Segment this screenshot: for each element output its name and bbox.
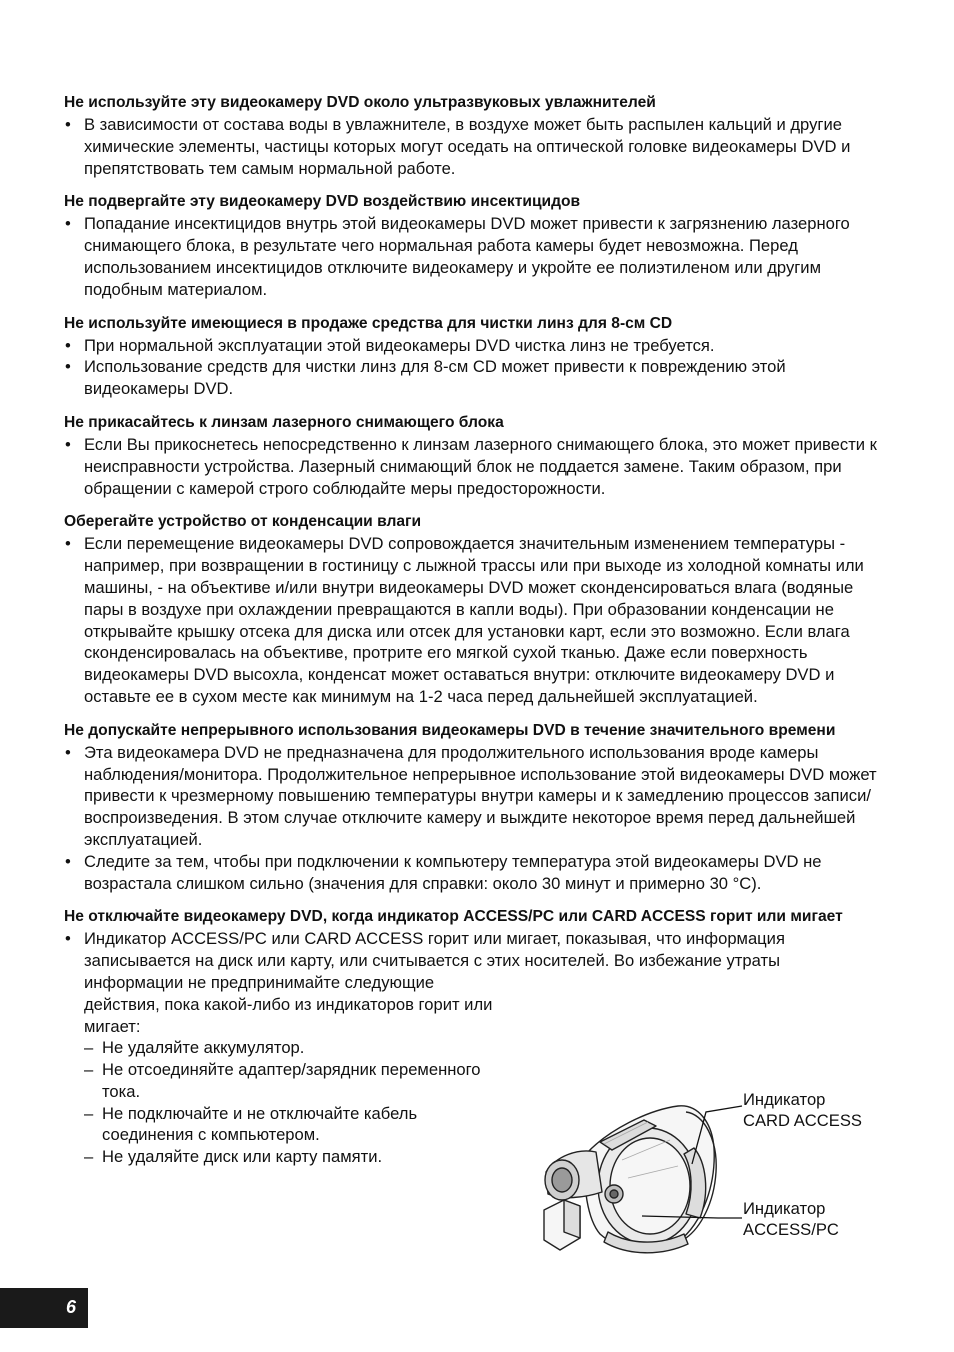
bullet-continuation [64, 972, 504, 1168]
section-continuous-use [64, 720, 890, 895]
card-access-label [743, 1089, 862, 1131]
bullet-item: • Эта видеокамера DVD не предназначена для продолжительного использования вроде камеры наблюдения/монитора. Продолжительное непрерывное использование этой видеокамеры DVD может привести к чрезмерному повышению температуры внутри камеры и к замедлению процессов записи/воспроизведения. В этом случае отключите камеру и выждите некоторое время перед дальнейшей эксплуатацией. [64, 742, 890, 851]
document-body [64, 92, 890, 1180]
dash-item: – Не удаляйте аккумулятор. [64, 1037, 504, 1059]
access-pc-label-line1: Индикатор [743, 1199, 826, 1218]
bullet-item: • Если Вы прикоснетесь непосредственно к линзам лазерного снимающего блока, это может привести к неисправности устройства. Лазерный снимающий блок не поддается замене. Таким образом, при обращении с камерой строго соблюдайте меры предосторожности. [64, 434, 890, 499]
section-heading: Не прикасайтесь к линзам лазерного снимающего блока [64, 413, 504, 431]
card-access-label-line1: Индикатор [743, 1090, 826, 1109]
camcorder-figure [538, 1082, 898, 1272]
section-lens-cleaners [64, 313, 890, 400]
card-access-label-line2: CARD ACCESS [743, 1111, 862, 1130]
page-number: 6 [66, 1297, 77, 1317]
section-heading: Оберегайте устройство от конденсации влаги [64, 513, 422, 531]
bullet-item: • Попадание инсектицидов внутрь этой видеокамеры DVD может привести к загрязнению лазерного снимающего блока, в результате чего нормальная работа камеры будет невозможна. Перед использованием инсектицидов отключите видеокамеру и укройте ее полиэтиленом или другим подобным материалом. [64, 213, 890, 300]
section-heading: Не отключайте видеокамеру DVD, когда индикатор ACCESS/PC или CARD ACCESS горит или мигает [64, 908, 843, 926]
access-pc-label [743, 1198, 839, 1240]
access-pc-label-line2: ACCESS/PC [743, 1220, 839, 1239]
page-number-tab [0, 1288, 88, 1328]
section-heading: Не подвергайте эту видеокамеру DVD воздействию инсектицидов [64, 193, 581, 211]
section-condensation [64, 511, 890, 707]
dash-item: – Не удаляйте диск или карту памяти. [64, 1146, 504, 1168]
section-insecticides [64, 191, 890, 300]
section-heading: Не используйте эту видеокамеру DVD около ультразвуковых увлажнителей [64, 94, 656, 111]
bullet-item-continued: информации не предпринимайте следующие действия, пока какой-либо из индикаторов горит или мигает: [84, 972, 493, 1036]
dash-item: – Не подключайте и не отключайте кабель соединения с компьютером. [64, 1103, 504, 1147]
bullet-item: • Использование средств для чистки линз для 8-см CD может привести к повреждению этой видеокамеры DVD. [64, 356, 890, 400]
section-heading: Не допускайте непрерывного использования видеокамеры DVD в течение значительного времени [64, 721, 836, 739]
section-humidifier [64, 92, 890, 179]
bullet-item: • При нормальной эксплуатации этой видеокамеры DVD чистка линз не требуется. [64, 335, 890, 357]
section-heading: Не используйте имеющиеся в продаже средства для чистки линз для 8-см CD [64, 314, 673, 332]
section-laser-lens [64, 412, 890, 499]
bullet-item: • Если перемещение видеокамеры DVD сопровождается значительным изменением температуры - например, при возвращении в гостиницу с лыжной трассы или при выходе из холодной комнаты или машины, - на объективе и/или внутри видеокамеры DVD может сконденсироваться влага (водяные пары в воздухе при охлаждении превращаются в капли воды). При образовании конденсации не открывайте крышку отсека для диска или отсек для установки карт, если это возможно. Если влага сконденсировалась на объективе, протрите его мягкой сухой тканью. Даже если поверхность видеокамеры DVD высохла, конденсат может оставаться внутри: отключите видеокамеру DVD и оставьте ее в сухом месте как минимум на 1-2 часа перед дальнейшей эксплуатацией. [64, 533, 890, 707]
bullet-item: • В зависимости от состава воды в увлажнителе, в воздухе может быть распылен кальций и другие химические элементы, частицы которых могут оседать на оптической головке видеокамеры DVD и препятствовать тем самым нормальной работе. [64, 114, 890, 179]
bullet-item: • Следите за тем, чтобы при подключении к компьютеру температура этой видеокамеры DVD не возрастала слишком сильно (значения для справки: около 30 минут и примерно 30 °C). [64, 851, 890, 895]
bullet-item: • Индикатор ACCESS/PC или CARD ACCESS горит или мигает, показывая, что информация записывается на диск или карту, или считывается с этих носителей. Во избежание утраты [64, 928, 890, 972]
dash-item: – Не отсоединяйте адаптер/зарядник переменного тока. [64, 1059, 504, 1103]
